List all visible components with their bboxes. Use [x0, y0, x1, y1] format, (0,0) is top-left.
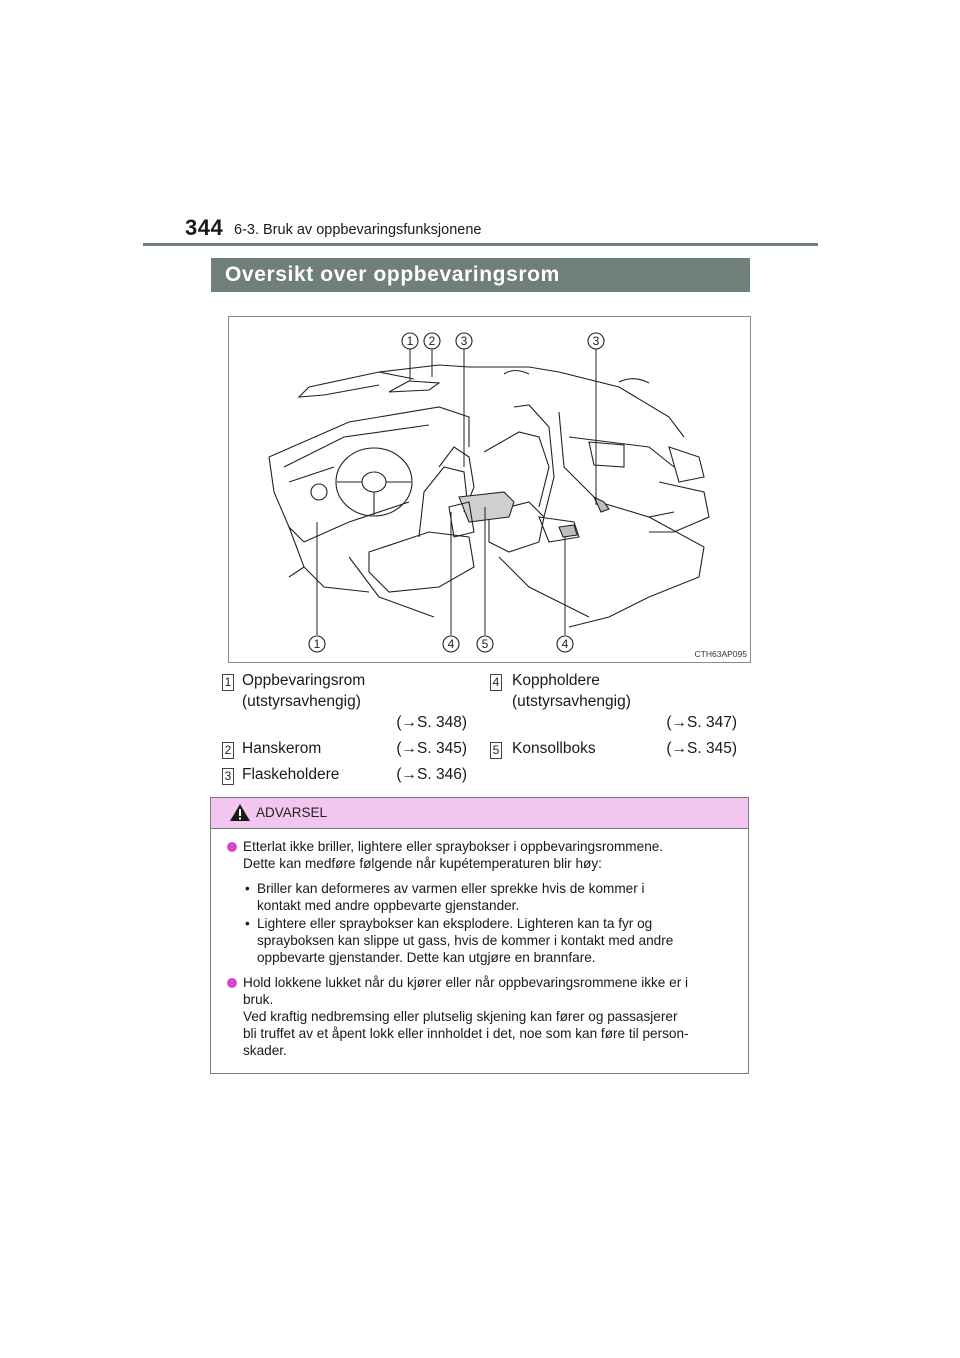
text-line: Lightere eller spraybokser kan eksplodere. Lighteren kan ta fyr og: [257, 916, 653, 931]
callout-4-bottom-left: 4: [447, 637, 455, 651]
legend-label-sub: (utstyrsavhengig): [242, 693, 361, 710]
legend-number: 3: [222, 768, 234, 785]
page-reference: (→S. 348): [396, 714, 467, 731]
legend-number: 2: [222, 742, 234, 759]
page-number: 344: [185, 215, 224, 240]
callout-5-bottom: 5: [481, 637, 489, 651]
legend-item-4: [490, 670, 737, 732]
page-reference: (→S. 345): [666, 740, 737, 757]
warning-header: [211, 798, 748, 829]
legend-label: Oppbevaringsrom: [242, 672, 366, 689]
page-reference: (→S. 345): [396, 740, 467, 757]
text-line: Hold lokkene lukket når du kjører eller når oppbevaringsrommene ikke er i: [243, 975, 689, 990]
legend-number: 4: [490, 674, 502, 691]
warning-subitem-2: [243, 915, 743, 966]
text-line: Dette kan medføre følgende når kupétemperaturen blir høy:: [243, 856, 602, 871]
callout-1-top: 1: [406, 334, 414, 348]
bullet-dot: [227, 978, 237, 988]
warning-subitem-1: [243, 880, 743, 914]
bullet-dot: [227, 842, 237, 852]
section-title: 6-3. Bruk av oppbevaringsfunksjonene: [234, 222, 482, 238]
header-divider: [143, 243, 818, 246]
warning-paragraph-2: [243, 974, 743, 1059]
legend-label-sub: (utstyrsavhengig): [512, 693, 631, 710]
callout-3-top-right: 3: [592, 334, 600, 348]
text-line: bli truffet av et åpent lokk eller innholdet i det, noe som kan føre til person-: [243, 1026, 689, 1041]
legend-label: Flaskeholdere: [242, 766, 340, 783]
text-line: Etterlat ikke briller, lightere eller spraybokser i oppbevaringsrommene.: [243, 839, 664, 854]
warning-box: [210, 797, 749, 1074]
warning-paragraph-1: [243, 838, 743, 872]
legend-item-1: [222, 670, 467, 732]
legend-number: 5: [490, 742, 502, 759]
car-interior-drawing: [229, 317, 750, 662]
warning-triangle-icon: [229, 803, 251, 822]
legend-number: 1: [222, 674, 234, 691]
callout-3-top-left: 3: [460, 334, 468, 348]
text-line: kontakt med andre oppbevarte gjenstander.: [257, 898, 520, 913]
text-line: bruk.: [243, 992, 274, 1007]
sub-bullet: •: [245, 881, 250, 896]
callout-2-top: 2: [428, 334, 436, 348]
legend-label: Hanskerom: [242, 740, 322, 757]
sub-bullet: •: [245, 916, 250, 931]
legend-label: Koppholdere: [512, 672, 600, 689]
text-line: Ved kraftig nedbremsing eller plutselig skjening kan fører og passasjerer: [243, 1009, 678, 1024]
callout-4-bottom-right: 4: [561, 637, 569, 651]
figure-code: CTH63AP095: [694, 649, 747, 659]
legend-label: Konsollboks: [512, 740, 596, 757]
text-line: Briller kan deformeres av varmen eller sprekke hvis de kommer i: [257, 881, 645, 896]
page-heading: Oversikt over oppbevaringsrom: [225, 263, 560, 286]
interior-illustration: [228, 316, 751, 663]
page-reference: (→S. 347): [666, 714, 737, 731]
warning-title: ADVARSEL: [256, 805, 328, 820]
text-line: sprayboksen kan slippe ut gass, hvis de kommer i kontakt med andre: [257, 933, 674, 948]
heading-bar: [211, 258, 750, 292]
page-reference: (→S. 346): [396, 766, 467, 783]
text-line: oppbevarte gjenstander. Dette kan utgjøre en brannfare.: [257, 950, 596, 965]
callout-1-bottom: 1: [313, 637, 321, 651]
text-line: skader.: [243, 1043, 287, 1058]
